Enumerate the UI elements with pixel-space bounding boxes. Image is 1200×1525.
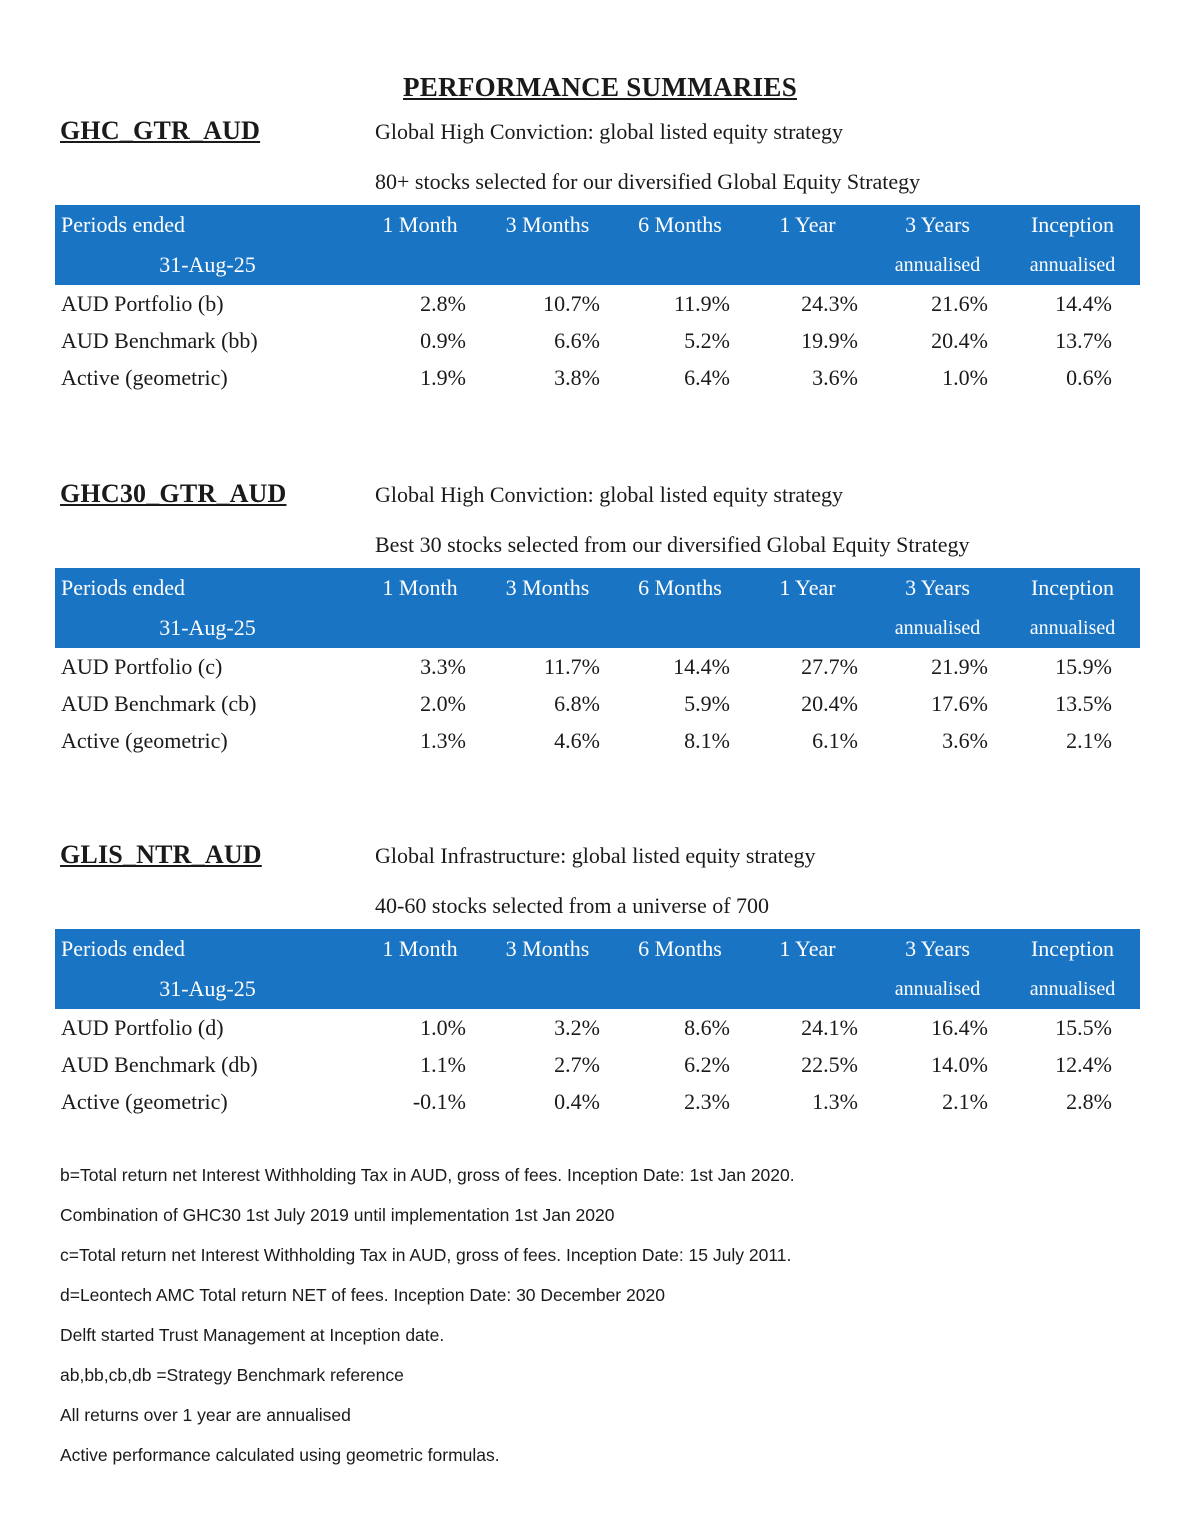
value-cell: 6.6% (554, 327, 600, 353)
periods-ended-label: Periods ended (55, 205, 360, 245)
value-cell: 6.2% (684, 1051, 730, 1077)
column-header-1-year: 1 Year (745, 205, 870, 245)
value-cell: 22.5% (801, 1051, 858, 1077)
table-row (55, 722, 1140, 759)
period-end-date: 31-Aug-25 (55, 969, 360, 1009)
value-cell: 12.4% (1055, 1051, 1112, 1077)
column-header-1-month: 1 Month (360, 205, 480, 245)
annualised-label: annualised (870, 969, 1005, 1009)
value-cell: 0.4% (554, 1088, 600, 1114)
value-cell: 24.3% (801, 290, 858, 316)
value-cell: 13.7% (1055, 327, 1112, 353)
value-cell: 24.1% (801, 1014, 858, 1040)
footnotes (60, 1166, 1140, 1465)
empty-header-cell (360, 245, 480, 285)
empty-header-cell (360, 969, 480, 1009)
value-cell: 14.4% (1055, 290, 1112, 316)
footnote-line: ab,bb,cb,db =Strategy Benchmark reference (60, 1365, 404, 1385)
value-cell: 1.0% (942, 364, 988, 390)
footnote-line: d=Leontech AMC Total return NET of fees. Inception Date: 30 December 2020 (60, 1285, 665, 1305)
table-body (55, 285, 1140, 396)
value-cell: 2.1% (1066, 727, 1112, 753)
value-cell: 2.0% (420, 690, 466, 716)
table-row (55, 359, 1140, 396)
empty-header-cell (745, 969, 870, 1009)
strategy-code: GLIS_NTR_AUD (60, 840, 262, 869)
annualised-label: annualised (870, 608, 1005, 648)
value-cell: 1.3% (420, 727, 466, 753)
value-cell: 14.4% (673, 653, 730, 679)
column-header-1-month: 1 Month (360, 929, 480, 969)
table-header-row-2 (55, 608, 1140, 648)
value-cell: 6.8% (554, 690, 600, 716)
value-cell: 19.9% (801, 327, 858, 353)
table-header (55, 568, 1140, 648)
strategy-description: Global High Conviction: global listed equity strategy (375, 482, 844, 507)
page-title (0, 70, 1200, 104)
strategy-detail: 40-60 stocks selected from a universe of 700 (375, 893, 770, 918)
value-cell: 5.2% (684, 327, 730, 353)
table-row (55, 285, 1140, 322)
value-cell: 14.0% (931, 1051, 988, 1077)
strategy-detail: 80+ stocks selected for our diversified Global Equity Strategy (375, 169, 921, 194)
table-body (55, 648, 1140, 759)
value-cell: 1.0% (420, 1014, 466, 1040)
row-label: AUD Benchmark (cb) (61, 690, 257, 716)
column-header-3-years: 3 Years (870, 929, 1005, 969)
table-body (55, 1009, 1140, 1120)
row-label: AUD Benchmark (db) (61, 1051, 258, 1077)
value-cell: 0.9% (420, 327, 466, 353)
section-ghc30-gtr-aud (0, 479, 1200, 759)
row-label: AUD Portfolio (d) (61, 1014, 224, 1040)
table-header-row-2 (55, 969, 1140, 1009)
column-header-3-months: 3 Months (480, 929, 615, 969)
annualised-label: annualised (1005, 969, 1140, 1009)
table-row (55, 1009, 1140, 1046)
footnote-line: b=Total return net Interest Withholding Tax in AUD, gross of fees. Inception Date: 1st Jan 2020. (60, 1165, 795, 1185)
value-cell: 3.3% (420, 653, 466, 679)
empty-header-cell (480, 608, 615, 648)
empty-header-cell (615, 608, 745, 648)
section-header (0, 840, 1200, 871)
strategy-description: Global High Conviction: global listed equity strategy (375, 119, 844, 144)
value-cell: 3.2% (554, 1014, 600, 1040)
footnote-line: Delft started Trust Management at Inception date. (60, 1325, 445, 1345)
value-cell: 11.9% (673, 290, 730, 316)
section-header (0, 479, 1200, 510)
value-cell: 15.5% (1055, 1014, 1112, 1040)
value-cell: 5.9% (684, 690, 730, 716)
column-header-6-months: 6 Months (615, 568, 745, 608)
value-cell: 3.8% (554, 364, 600, 390)
column-header-1-year: 1 Year (745, 568, 870, 608)
column-header-6-months: 6 Months (615, 205, 745, 245)
value-cell: 1.9% (420, 364, 466, 390)
strategy-code: GHC_GTR_AUD (60, 116, 261, 145)
column-header-inception: Inception (1005, 929, 1140, 969)
column-header-3-months: 3 Months (480, 568, 615, 608)
value-cell: 21.9% (931, 653, 988, 679)
empty-header-cell (615, 245, 745, 285)
page-title-text: PERFORMANCE SUMMARIES (402, 72, 798, 102)
value-cell: -0.1% (412, 1088, 466, 1114)
value-cell: 15.9% (1055, 653, 1112, 679)
value-cell: 3.6% (812, 364, 858, 390)
value-cell: 16.4% (931, 1014, 988, 1040)
value-cell: 2.8% (420, 290, 466, 316)
table-header-row-1 (55, 929, 1140, 969)
table-row (55, 685, 1140, 722)
column-header-inception: Inception (1005, 205, 1140, 245)
value-cell: 20.4% (931, 327, 988, 353)
performance-table (55, 568, 1140, 759)
column-header-1-year: 1 Year (745, 929, 870, 969)
empty-header-cell (480, 969, 615, 1009)
value-cell: 2.7% (554, 1051, 600, 1077)
row-label: Active (geometric) (61, 727, 228, 753)
performance-table (55, 929, 1140, 1120)
column-header-1-month: 1 Month (360, 568, 480, 608)
value-cell: 6.4% (684, 364, 730, 390)
footnote-line: Active performance calculated using geometric formulas. (60, 1445, 500, 1465)
table-header-row-1 (55, 568, 1140, 608)
value-cell: 10.7% (543, 290, 600, 316)
footnote-line: c=Total return net Interest Withholding Tax in AUD, gross of fees. Inception Date: 15 July 2011. (60, 1245, 792, 1265)
annualised-label: annualised (1005, 245, 1140, 285)
value-cell: 6.1% (812, 727, 858, 753)
row-label: Active (geometric) (61, 364, 228, 390)
empty-header-cell (745, 608, 870, 648)
period-end-date: 31-Aug-25 (55, 245, 360, 285)
performance-table (55, 205, 1140, 396)
table-row (55, 322, 1140, 359)
value-cell: 2.3% (684, 1088, 730, 1114)
value-cell: 4.6% (554, 727, 600, 753)
column-header-3-years: 3 Years (870, 568, 1005, 608)
row-label: AUD Portfolio (c) (61, 653, 223, 679)
strategy-description: Global Infrastructure: global listed equity strategy (375, 843, 816, 868)
value-cell: 17.6% (931, 690, 988, 716)
empty-header-cell (480, 245, 615, 285)
period-end-date: 31-Aug-25 (55, 608, 360, 648)
periods-ended-label: Periods ended (55, 568, 360, 608)
table-row (55, 1046, 1140, 1083)
value-cell: 3.6% (942, 727, 988, 753)
section-header (0, 116, 1200, 147)
value-cell: 11.7% (543, 653, 600, 679)
value-cell: 13.5% (1055, 690, 1112, 716)
value-cell: 8.1% (684, 727, 730, 753)
value-cell: 0.6% (1066, 364, 1112, 390)
value-cell: 27.7% (801, 653, 858, 679)
footnote-line: All returns over 1 year are annualised (60, 1405, 351, 1425)
row-label: AUD Benchmark (bb) (61, 327, 258, 353)
column-header-3-months: 3 Months (480, 205, 615, 245)
section-glis-ntr-aud (0, 840, 1200, 1120)
table-row (55, 1083, 1140, 1120)
strategy-code: GHC30_GTR_AUD (60, 479, 287, 508)
value-cell: 2.8% (1066, 1088, 1112, 1114)
row-label: AUD Portfolio (b) (61, 290, 224, 316)
table-row (55, 648, 1140, 685)
empty-header-cell (745, 245, 870, 285)
column-header-inception: Inception (1005, 568, 1140, 608)
empty-header-cell (360, 608, 480, 648)
footnote-line: Combination of GHC30 1st July 2019 until implementation 1st Jan 2020 (60, 1205, 615, 1225)
value-cell: 20.4% (801, 690, 858, 716)
value-cell: 21.6% (931, 290, 988, 316)
strategy-detail: Best 30 stocks selected from our diversified Global Equity Strategy (375, 532, 970, 557)
table-header (55, 205, 1140, 285)
value-cell: 1.1% (420, 1051, 466, 1077)
row-label: Active (geometric) (61, 1088, 228, 1114)
table-header-row-2 (55, 245, 1140, 285)
value-cell: 8.6% (684, 1014, 730, 1040)
value-cell: 2.1% (942, 1088, 988, 1114)
column-header-6-months: 6 Months (615, 929, 745, 969)
column-header-3-years: 3 Years (870, 205, 1005, 245)
empty-header-cell (615, 969, 745, 1009)
section-ghc-gtr-aud (0, 116, 1200, 396)
annualised-label: annualised (1005, 608, 1140, 648)
annualised-label: annualised (870, 245, 1005, 285)
value-cell: 1.3% (812, 1088, 858, 1114)
table-header-row-1 (55, 205, 1140, 245)
periods-ended-label: Periods ended (55, 929, 360, 969)
table-header (55, 929, 1140, 1009)
